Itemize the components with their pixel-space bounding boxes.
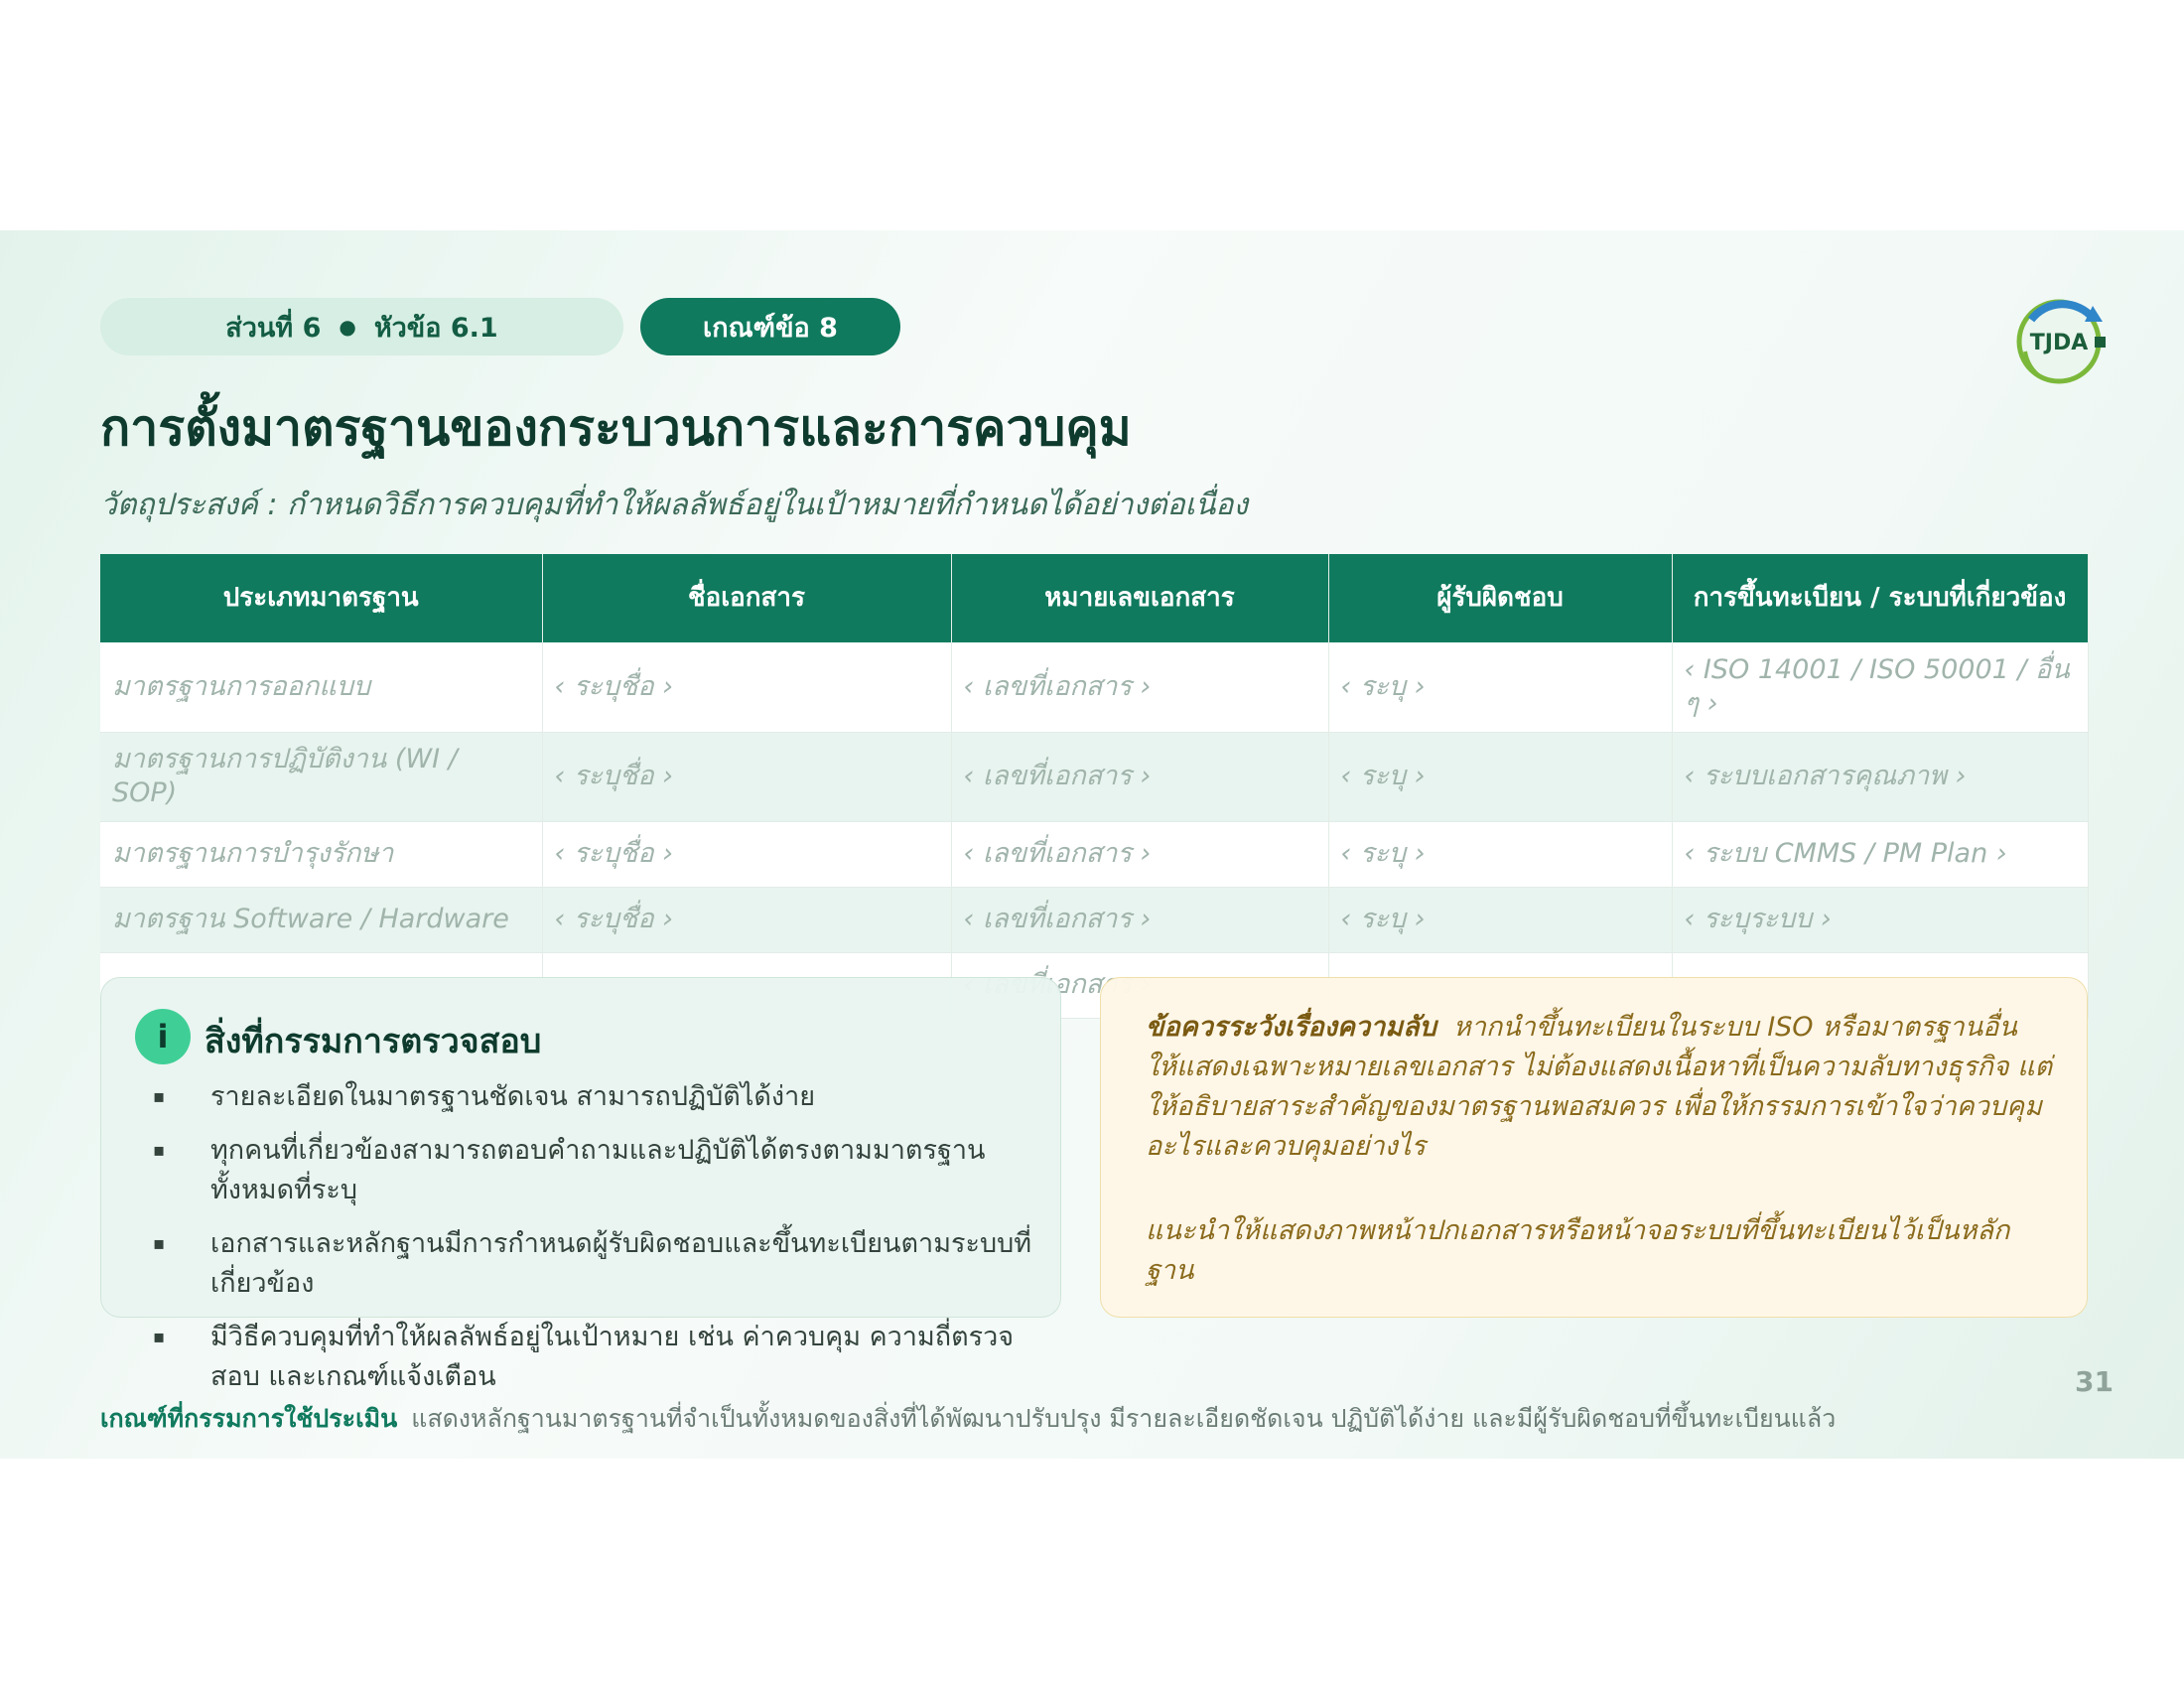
- table-row: [100, 821, 2088, 887]
- warning-text: [1146, 1008, 2054, 1167]
- table-cell: มาตรฐาน Software / Hardware: [100, 887, 542, 952]
- warning-heading: ข้อควรระวังเรื่องความลับ: [1146, 1012, 1436, 1043]
- footer-text: แสดงหลักฐานมาตรฐานที่จำเป็นทั้งหมดของสิ่งที่ได้พัฒนาปรับปรุง มีรายละเอียดชัดเจน ปฏิบัติได้ง่าย และมีผู้รับผิดชอบที่ขึ้นทะเบียนแล้ว: [411, 1404, 1837, 1433]
- table-cell: มาตรฐานการบำรุงรักษา: [100, 821, 542, 887]
- checklist-items: [141, 1077, 1034, 1411]
- table-cell: ‹ เลขที่เอกสาร ›: [951, 821, 1328, 887]
- logo-text: TJDA: [2029, 331, 2089, 355]
- topic-label: หัวข้อ 6.1: [373, 312, 498, 344]
- slide: [0, 230, 2184, 1459]
- table-cell: ‹ เลขที่เอกสาร ›: [951, 732, 1328, 821]
- bullet-icon: ▪: [153, 1086, 166, 1107]
- criterion-label: เกณฑ์ข้อ 8: [703, 312, 838, 344]
- table-cell: ‹ ระบุชื่อ ›: [542, 642, 951, 732]
- table-cell: ‹ เลขที่เอกสาร ›: [951, 887, 1328, 952]
- table-cell: ‹ ระบุชื่อ ›: [542, 821, 951, 887]
- table-cell: ‹ ระบบ CMMS / PM Plan ›: [1672, 821, 2088, 887]
- table-cell: ‹ ระบุ ›: [1328, 642, 1672, 732]
- table-cell: ‹ ระบุ ›: [1328, 732, 1672, 821]
- bullet-icon: ▪: [153, 1140, 166, 1161]
- separator-dot: ●: [339, 315, 356, 339]
- bullet-icon: ▪: [153, 1327, 166, 1347]
- list-item-text: เอกสารและหลักฐานมีการกำหนดผู้รับผิดชอบและขึ้นทะเบียนตามระบบที่เกี่ยวข้อง: [210, 1228, 1032, 1299]
- checklist-panel: [100, 977, 1061, 1392]
- list-item: [141, 1224, 1034, 1304]
- tjda-logo: [2011, 290, 2111, 389]
- table-cell: ‹ ระบุระบบ ›: [1672, 887, 2088, 952]
- table-row: [100, 642, 2088, 732]
- table-row: [100, 887, 2088, 952]
- col-header-document-number: หมายเลขเอกสาร: [951, 554, 1328, 642]
- footer-label: เกณฑ์ที่กรรมการใช้ประเมิน: [100, 1404, 398, 1433]
- info-icon: i: [135, 1009, 191, 1064]
- col-header-responsible: ผู้รับผิดชอบ: [1328, 554, 1672, 642]
- table-cell: ‹ ระบุ ›: [1328, 821, 1672, 887]
- table-cell: ‹ ระบุชื่อ ›: [542, 887, 951, 952]
- standards-table: [100, 554, 2088, 1019]
- footer: [100, 1399, 2086, 1439]
- objective-text: วัตถุประสงค์ : กำหนดวิธีการควบคุมที่ทำให้ผลลัพธ์อยู่ในเป้าหมายที่กำหนดได้อย่างต่อเนื่อง: [100, 488, 1249, 522]
- col-header-registration: การขึ้นทะเบียน / ระบบที่เกี่ยวข้อง: [1672, 554, 2088, 642]
- table-cell: มาตรฐานการปฏิบัติงาน (WI / SOP): [100, 732, 542, 821]
- table-cell: ‹ เลขที่เอกสาร ›: [951, 642, 1328, 732]
- bullet-icon: ▪: [153, 1233, 166, 1254]
- table-cell: ‹ ระบุ ›: [1328, 887, 1672, 952]
- page-number: 31: [2075, 1365, 2114, 1398]
- section-pill: [100, 298, 623, 355]
- col-header-document-name: ชื่อเอกสาร: [542, 554, 951, 642]
- section-label: ส่วนที่ 6: [225, 312, 322, 344]
- checklist-title: สิ่งที่กรรมการตรวจสอบ: [205, 1022, 542, 1061]
- list-item-text: ทุกคนที่เกี่ยวข้องสามารถตอบคำถามและปฏิบัติได้ตรงตามมาตรฐานทั้งหมดที่ระบุ: [210, 1135, 986, 1205]
- warning-body: หากนำขึ้นทะเบียนในระบบ ISO หรือมาตรฐานอื่น ให้แสดงเฉพาะหมายเลขเอกสาร ไม่ต้องแสดงเนื้อหาที่เป็นความลับทางธุรกิจ แต่ให้อธิบายสาระสำคัญของมาตรฐานพอสมควร เพื่อให้กรรมการเข้าใจว่าควบคุมอะไรและควบคุมอย่างไร: [1146, 1012, 2053, 1162]
- list-item-text: รายละเอียดในมาตรฐานชัดเจน สามารถปฏิบัติได้ง่าย: [210, 1081, 816, 1112]
- col-header-standard-type: ประเภทมาตรฐาน: [100, 554, 542, 642]
- list-item-text: มีวิธีควบคุมที่ทำให้ผลลัพธ์อยู่ในเป้าหมาย เช่น ค่าควบคุม ความถี่ตรวจสอบ และเกณฑ์แจ้งเตือน: [210, 1322, 1015, 1392]
- list-item: [141, 1131, 1034, 1210]
- table-cell: ‹ ระบุชื่อ ›: [542, 732, 951, 821]
- criterion-pill: [640, 298, 900, 355]
- list-item: [141, 1077, 1034, 1117]
- table-header-row: [100, 554, 2088, 642]
- warning-panel: [1100, 977, 2088, 1318]
- warning-note: แนะนำให้แสดงภาพหน้าปกเอกสารหรือหน้าจอระบบที่ขึ้นทะเบียนไว้เป็นหลักฐาน: [1146, 1215, 2010, 1286]
- table-row: [100, 732, 2088, 821]
- table-cell: ‹ ระบบเอกสารคุณภาพ ›: [1672, 732, 2088, 821]
- table-cell: ‹ ISO 14001 / ISO 50001 / อื่น ๆ ›: [1672, 642, 2088, 732]
- page-title: การตั้งมาตรฐานของกระบวนการและการควบคุม: [100, 399, 1132, 457]
- list-item: [141, 1318, 1034, 1397]
- table-cell: มาตรฐานการออกแบบ: [100, 642, 542, 732]
